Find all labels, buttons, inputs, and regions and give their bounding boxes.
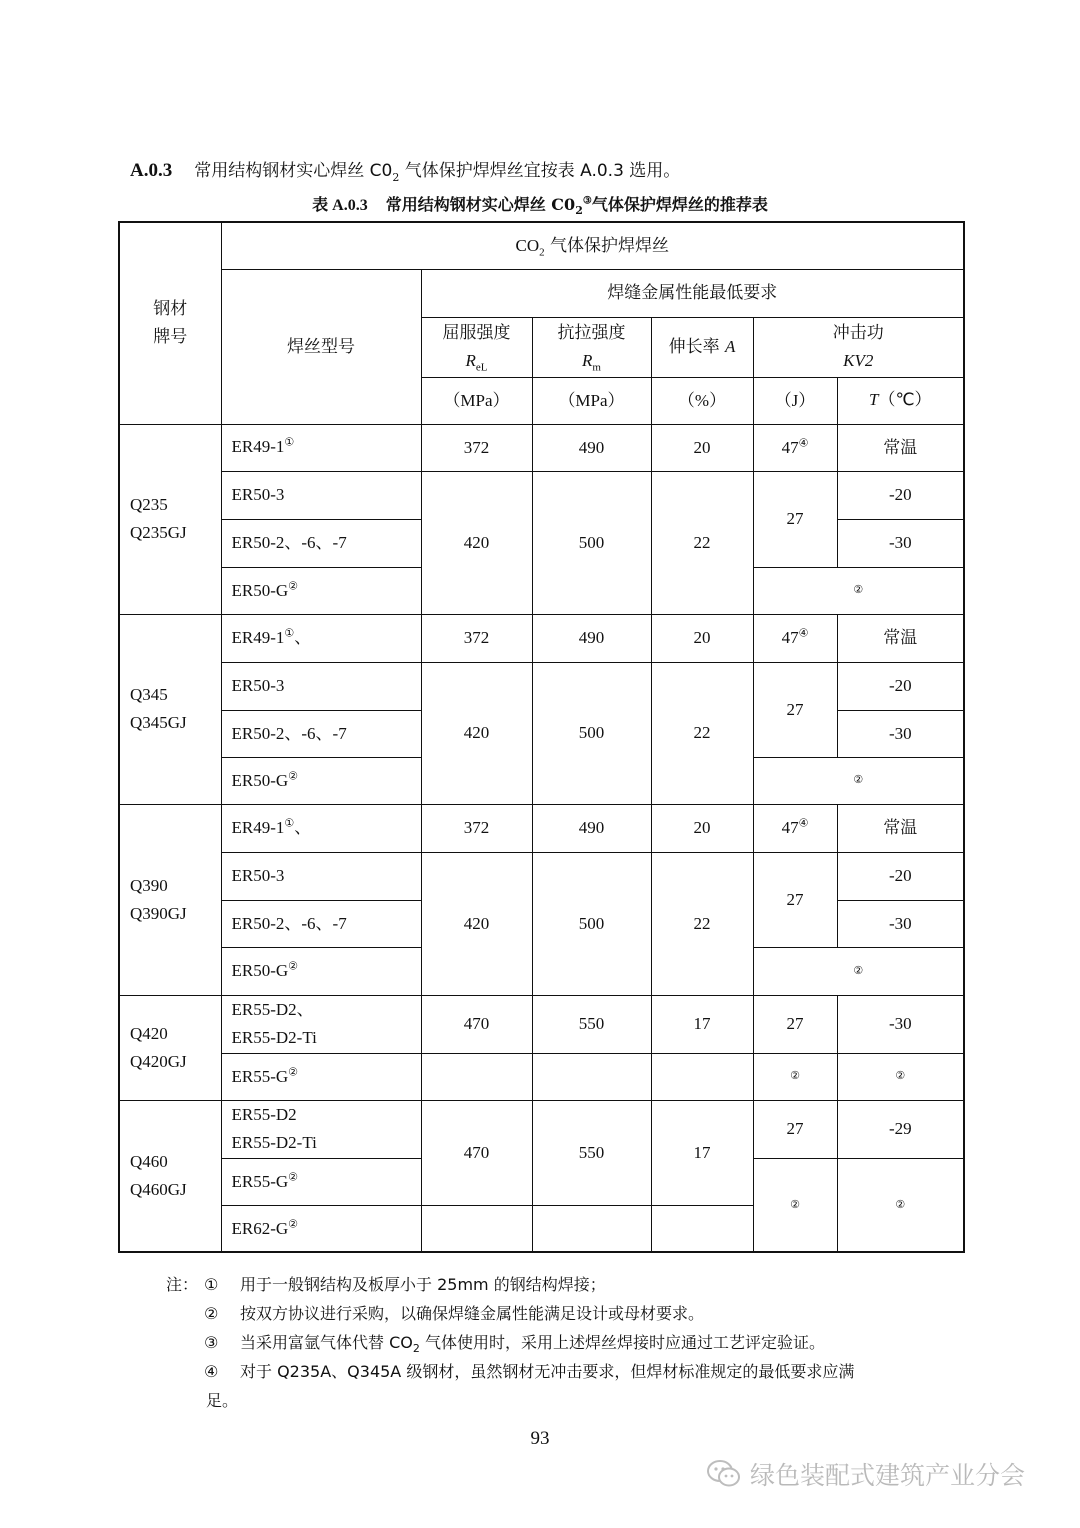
header-yield bbox=[421, 317, 532, 377]
header-tensile-label: 抗拉强度 bbox=[557, 323, 626, 343]
note-sub: 2 bbox=[412, 1342, 420, 1356]
wire-model: ER55-D2-Ti bbox=[231, 1028, 317, 1047]
grade-a: Q420 bbox=[130, 1023, 168, 1043]
yield-cell: 372 bbox=[421, 424, 532, 471]
header-impact-sym: KV2 bbox=[843, 351, 874, 370]
note-ref: ② bbox=[288, 1066, 299, 1079]
impact-temp-note-cell: ② bbox=[753, 567, 964, 614]
yield-cell: 470 bbox=[421, 995, 532, 1053]
yield-cell: 372 bbox=[421, 804, 532, 852]
wire-model-tail: 、 bbox=[294, 627, 312, 648]
unit-t-sym: T bbox=[869, 390, 879, 410]
elongation-cell: 20 bbox=[651, 804, 753, 852]
wire-model: ER55-D2-Ti bbox=[231, 1133, 317, 1152]
grade-b: Q460GJ bbox=[130, 1179, 187, 1199]
clause-heading bbox=[130, 156, 680, 182]
wire-model-cell bbox=[221, 947, 421, 995]
temperature-cell: -20 bbox=[837, 662, 964, 710]
caption-text-a: 常用结构钢材实心焊丝 C0 bbox=[385, 195, 576, 214]
note-ref: ① bbox=[284, 817, 295, 830]
steel-grade-cell bbox=[119, 995, 221, 1100]
tensile-cell: 490 bbox=[532, 804, 651, 852]
temperature-cell: ② bbox=[837, 1158, 964, 1252]
steel-grade-cell bbox=[119, 804, 221, 995]
grade-a: Q345 bbox=[130, 685, 168, 704]
header-impact bbox=[753, 317, 964, 377]
tensile-cell: 500 bbox=[532, 471, 651, 614]
steel-grade-cell bbox=[119, 614, 221, 804]
table-row bbox=[119, 424, 964, 471]
header-group-sub: 2 bbox=[539, 245, 545, 258]
tensile-cell: 550 bbox=[532, 995, 651, 1053]
wire-model-cell: ER50-2、-6、-7 bbox=[221, 900, 421, 947]
elongation-cell: 22 bbox=[651, 471, 753, 614]
tensile-cell bbox=[532, 1205, 651, 1252]
unit-t: （℃） bbox=[878, 390, 932, 411]
unit-mpa-tensile: （MPa） bbox=[532, 377, 651, 424]
note-ref: ② bbox=[288, 580, 299, 593]
grade-a: Q460 bbox=[130, 1151, 168, 1171]
note-text: 按双方协议进行采购，以确保焊缝金属性能满足设计或母材要求。 bbox=[240, 1304, 705, 1323]
wechat-icon bbox=[706, 1459, 742, 1489]
header-yield-sym: R bbox=[465, 351, 476, 370]
note-ref: ④ bbox=[798, 817, 809, 830]
wire-model-cell bbox=[221, 614, 421, 662]
clause-text-b: 气体保护焊焊丝宜按表 A.0.3 选用。 bbox=[399, 161, 681, 181]
wire-model-cell bbox=[221, 567, 421, 614]
grade-b: Q420GJ bbox=[130, 1051, 187, 1071]
note-4-continued: 足。 bbox=[206, 1391, 239, 1410]
wire-model-cell bbox=[221, 757, 421, 804]
wire-model: ER49-1 bbox=[231, 627, 285, 647]
header-wire-model: 焊丝型号 bbox=[221, 269, 421, 424]
elongation-cell: 22 bbox=[651, 662, 753, 804]
clause-text-a: 常用结构钢材实心焊丝 C0 bbox=[194, 161, 393, 181]
wire-model-cell bbox=[221, 995, 421, 1053]
wire-model-cell: ER50-3 bbox=[221, 662, 421, 710]
grade-b: Q390GJ bbox=[130, 903, 187, 923]
impact-cell: ② bbox=[753, 1053, 837, 1100]
impact-cell: 27 bbox=[753, 1100, 837, 1158]
table-row bbox=[119, 804, 964, 852]
header-impact-label: 冲击功 bbox=[832, 323, 884, 343]
impact-cell: ② bbox=[753, 1158, 837, 1252]
caption-number: 表 A.0.3 bbox=[312, 197, 368, 214]
temperature-cell: 常温 bbox=[837, 804, 964, 852]
header-tensile-sym: R bbox=[582, 351, 593, 370]
header-yield-label: 屈服强度 bbox=[442, 323, 511, 343]
grade-b: Q235GJ bbox=[130, 523, 187, 542]
note-ref: ② bbox=[288, 960, 299, 973]
table-row bbox=[119, 1100, 964, 1158]
note-ref: ② bbox=[288, 1171, 299, 1184]
note-mark: ③ bbox=[204, 1333, 219, 1352]
wire-model: ER50-G bbox=[231, 580, 289, 600]
wire-model-cell bbox=[221, 1053, 421, 1100]
note-2 bbox=[166, 1299, 854, 1328]
temperature-cell: -30 bbox=[837, 900, 964, 947]
wire-model: ER50-G bbox=[231, 961, 289, 981]
elongation-cell bbox=[651, 1053, 753, 1100]
unit-percent: （%） bbox=[651, 377, 753, 424]
elongation-cell: 17 bbox=[651, 995, 753, 1053]
temperature-cell: -30 bbox=[837, 710, 964, 757]
yield-cell bbox=[421, 1205, 532, 1252]
wire-model: ER49-1 bbox=[231, 817, 285, 837]
wire-model: ER55-G bbox=[231, 1171, 289, 1191]
impact-temp-note-cell: ② bbox=[753, 947, 964, 995]
grade-b: Q345GJ bbox=[130, 713, 187, 732]
temperature-cell: ② bbox=[837, 1053, 964, 1100]
note-ref: ① bbox=[284, 436, 295, 449]
impact-value: 47 bbox=[781, 437, 799, 457]
impact-temp-note-cell: ② bbox=[753, 757, 964, 804]
caption-sup: ③ bbox=[582, 195, 592, 207]
yield-cell: 420 bbox=[421, 852, 532, 995]
watermark bbox=[706, 1456, 1025, 1492]
temperature-cell: -29 bbox=[837, 1100, 964, 1158]
note-ref: ④ bbox=[798, 627, 809, 640]
wire-model-tail: 、 bbox=[294, 817, 312, 838]
header-group-rest: 气体保护焊焊丝 bbox=[544, 235, 670, 256]
impact-cell: 27 bbox=[753, 852, 837, 947]
elongation-cell: 20 bbox=[651, 424, 753, 471]
header-steel-grade-text: 钢材牌号 bbox=[153, 299, 188, 347]
wire-model: ER55-G bbox=[231, 1066, 289, 1086]
tensile-cell: 550 bbox=[532, 1100, 651, 1205]
wire-model-cell bbox=[221, 1158, 421, 1205]
wire-model-cell bbox=[221, 1205, 421, 1252]
caption-text-b: 气体保护焊焊丝的推荐表 bbox=[591, 195, 768, 214]
note-mark: ② bbox=[204, 1304, 219, 1323]
wire-model-cell bbox=[221, 804, 421, 852]
wire-model-cell: ER50-2、-6、-7 bbox=[221, 710, 421, 757]
yield-cell bbox=[421, 1053, 532, 1100]
elongation-cell bbox=[651, 1205, 753, 1252]
steel-grade-cell bbox=[119, 424, 221, 614]
tensile-cell bbox=[532, 1053, 651, 1100]
wire-model: ER62-G bbox=[231, 1218, 289, 1238]
wire-model: ER50-G bbox=[231, 770, 289, 790]
header-steel-grade bbox=[119, 222, 221, 424]
impact-cell: 27 bbox=[753, 662, 837, 757]
header-tensile-sub: m bbox=[592, 361, 601, 374]
impact-cell bbox=[753, 614, 837, 662]
grade-a: Q235 bbox=[130, 495, 168, 514]
tensile-cell: 490 bbox=[532, 424, 651, 471]
wire-model: ER55-D2、 bbox=[231, 1000, 314, 1019]
note-ref: ② bbox=[288, 770, 299, 783]
wire-model-cell: ER50-3 bbox=[221, 852, 421, 900]
table-row bbox=[119, 662, 964, 710]
tensile-cell: 490 bbox=[532, 614, 651, 662]
temperature-cell: -20 bbox=[837, 471, 964, 519]
watermark-text: 绿色装配式建筑产业分会 bbox=[750, 1461, 1026, 1490]
note-1 bbox=[166, 1270, 854, 1299]
yield-cell: 470 bbox=[421, 1100, 532, 1205]
elongation-cell: 17 bbox=[651, 1100, 753, 1205]
temperature-cell: -30 bbox=[837, 995, 964, 1053]
wire-model-cell bbox=[221, 1100, 421, 1158]
header-elong-sym: A bbox=[725, 336, 736, 356]
wire-model: ER49-1 bbox=[231, 437, 285, 457]
wire-model-cell: ER50-3 bbox=[221, 471, 421, 519]
elongation-cell: 22 bbox=[651, 852, 753, 995]
table-caption bbox=[0, 192, 1080, 218]
unit-mpa-yield: （MPa） bbox=[421, 377, 532, 424]
header-yield-sub: eL bbox=[475, 361, 488, 374]
note-text: 当采用富氩气体代替 CO bbox=[240, 1333, 413, 1352]
impact-value: 47 bbox=[781, 628, 799, 648]
header-elong-label: 伸长率 bbox=[668, 336, 725, 357]
page-number: 93 bbox=[530, 1428, 550, 1449]
caption-sub: 2 bbox=[575, 204, 583, 218]
yield-cell: 372 bbox=[421, 614, 532, 662]
grade-a: Q390 bbox=[130, 875, 168, 895]
table-notes bbox=[166, 1270, 854, 1415]
unit-temperature bbox=[837, 377, 964, 424]
header-elongation bbox=[651, 317, 753, 377]
note-text: 用于一般钢结构及板厚小于 25mm 的钢结构焊接； bbox=[240, 1275, 606, 1294]
notes-label: 注： bbox=[166, 1275, 199, 1294]
unit-joule: （J） bbox=[753, 377, 837, 424]
table-row bbox=[119, 614, 964, 662]
header-tensile bbox=[532, 317, 651, 377]
clause-number: A.0.3 bbox=[130, 160, 173, 181]
temperature-cell: -20 bbox=[837, 852, 964, 900]
clause-text-sub: 2 bbox=[392, 170, 400, 184]
tensile-cell: 500 bbox=[532, 662, 651, 804]
note-text: 对于 Q235A、Q345A 级钢材，虽然钢材无冲击要求，但焊材标准规定的最低要求应满 bbox=[240, 1362, 855, 1381]
impact-cell bbox=[753, 424, 837, 471]
temperature-cell: 常温 bbox=[837, 424, 964, 471]
temperature-cell: 常温 bbox=[837, 614, 964, 662]
note-3 bbox=[166, 1328, 854, 1357]
table-row bbox=[119, 1053, 964, 1100]
table-row bbox=[119, 852, 964, 900]
yield-cell: 420 bbox=[421, 662, 532, 804]
impact-value: 47 bbox=[781, 818, 799, 838]
note-ref: ① bbox=[284, 627, 295, 640]
note-text: 气体使用时，采用上述焊丝焊接时应通过工艺评定验证。 bbox=[419, 1333, 825, 1352]
note-mark: ① bbox=[204, 1275, 219, 1294]
header-min-props: 焊缝金属性能最低要求 bbox=[421, 269, 964, 317]
welding-wire-table bbox=[118, 221, 965, 1253]
header-group-co: CO bbox=[515, 235, 540, 255]
note-ref: ④ bbox=[798, 437, 809, 450]
impact-cell: 27 bbox=[753, 995, 837, 1053]
note-4 bbox=[166, 1357, 854, 1386]
steel-grade-cell bbox=[119, 1100, 221, 1252]
note-mark: ④ bbox=[204, 1362, 219, 1381]
yield-cell: 420 bbox=[421, 471, 532, 614]
tensile-cell: 500 bbox=[532, 852, 651, 995]
wire-model: ER55-D2 bbox=[231, 1105, 297, 1124]
note-ref: ② bbox=[288, 1217, 299, 1230]
table-row bbox=[119, 471, 964, 519]
impact-cell bbox=[753, 804, 837, 852]
header-group bbox=[221, 222, 964, 269]
elongation-cell: 20 bbox=[651, 614, 753, 662]
wire-model-cell bbox=[221, 424, 421, 471]
impact-cell: 27 bbox=[753, 471, 837, 567]
temperature-cell: -30 bbox=[837, 519, 964, 567]
table-row bbox=[119, 995, 964, 1053]
wire-model-cell: ER50-2、-6、-7 bbox=[221, 519, 421, 567]
